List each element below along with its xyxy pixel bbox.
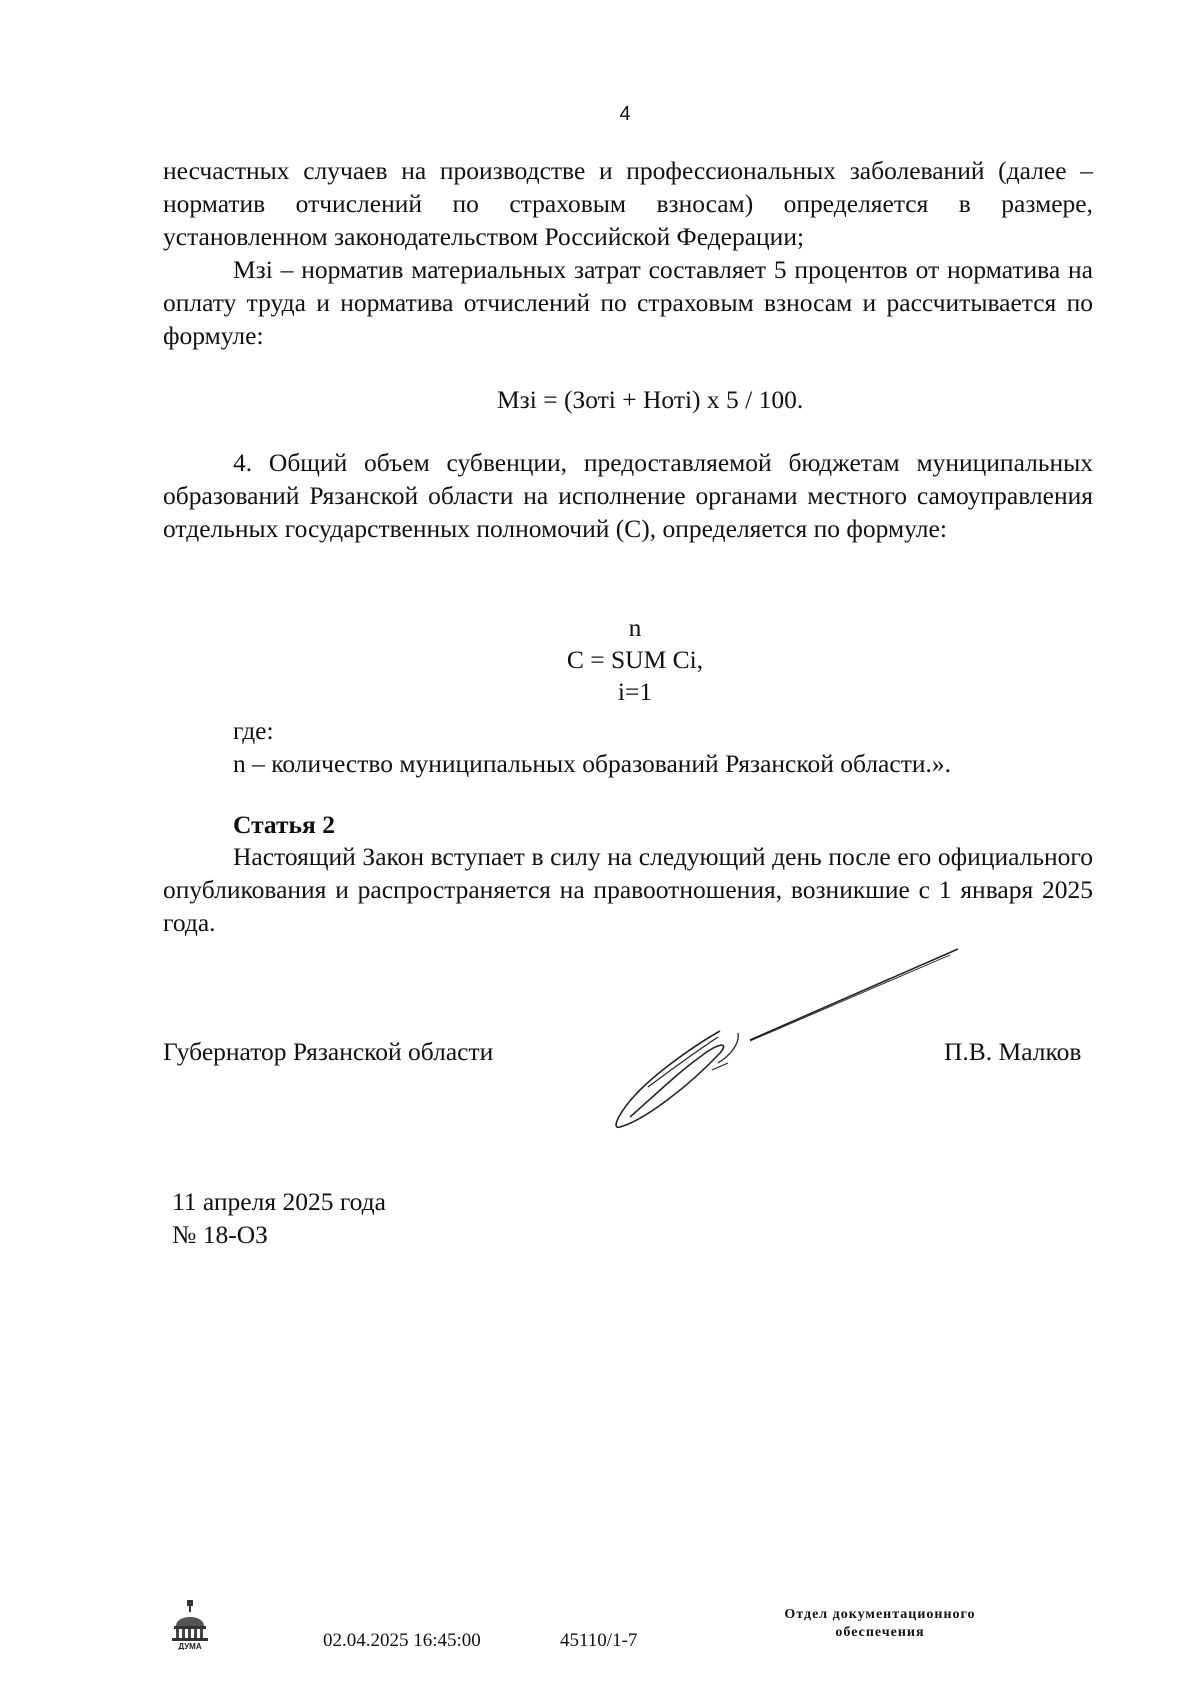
footer-timestamp: 02.04.2025 16:45:00 (323, 1630, 481, 1651)
signatory-name: П.В. Малков (944, 1037, 1082, 1066)
stamp-line-1: Отдел документационного (784, 1607, 976, 1622)
handwritten-signature (600, 945, 960, 1145)
article-heading: Статья 2 (233, 810, 335, 839)
department-stamp (735, 1606, 1025, 1642)
stamp-line-2: обеспечения (835, 1625, 925, 1640)
page-number: 4 (619, 103, 631, 125)
signatory-position: Губернатор Рязанской области (163, 1037, 494, 1066)
formula-sum-lower-limit: i=1 (617, 677, 653, 706)
formula-sum: С = SUM Ci, (566, 645, 704, 674)
formula-material-costs: Мзi = (Зотi + Нотi) x 5 / 100. (497, 385, 804, 414)
where-label: где: (233, 716, 274, 745)
paragraph-material-costs: Мзi – норматив материальных затрат составляет 5 процентов от норматива на оплату труда и норматива отчислений по страховым взносам и рассчитывается по формуле: (163, 255, 1093, 350)
n-definition: n – количество муниципальных образований Рязанской области.». (233, 749, 951, 778)
formula-sum-upper-limit: n (628, 613, 642, 642)
footer-registration-number: 45110/1-7 (560, 1630, 638, 1651)
duma-logo-icon (168, 1598, 212, 1650)
document-date: 11 апреля 2025 года (172, 1187, 386, 1216)
duma-logo-text: ДУМА (178, 1642, 202, 1650)
paragraph-subvention-total: 4. Общий объем субвенции, предоставляемой бюджетам муниципальных образований Рязанской области на исполнение органами местного самоуправления отдельных государственных полномочий (С), определяется по формуле: (163, 448, 1093, 543)
document-number: № 18-ОЗ (172, 1220, 268, 1249)
paragraph-continuation: несчастных случаев на производстве и профессиональных заболеваний (далее – норматив отчислений по страховым взносам) определяется в размере, установленном законодательством Российской Федерации; (163, 156, 1093, 251)
article-text: Настоящий Закон вступает в силу на следующий день после его официального опубликования и распространяется на правоотношения, возникшие с 1 января 2025 года. (163, 842, 1093, 937)
